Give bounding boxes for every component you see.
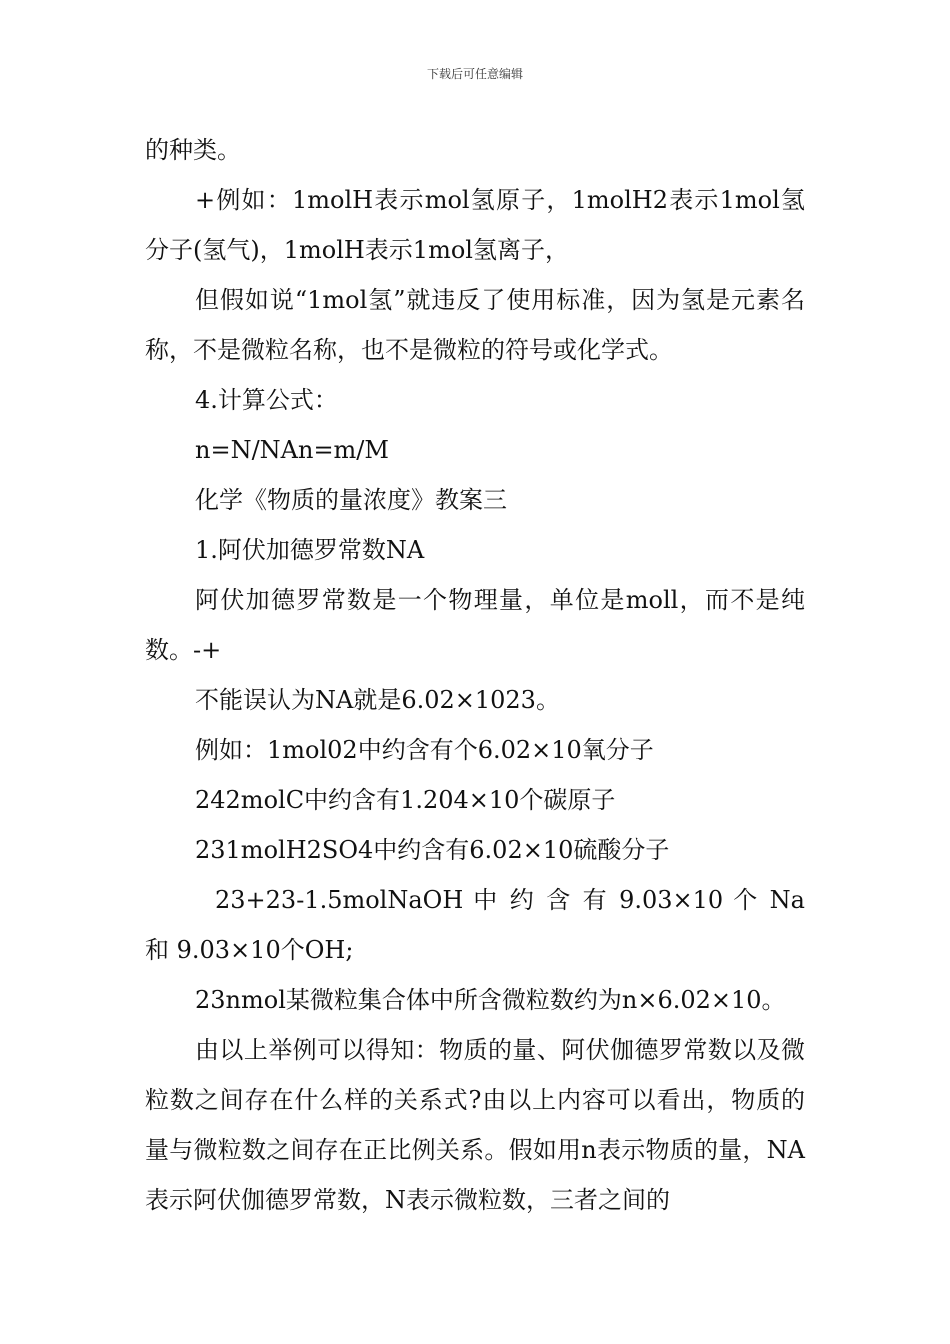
paragraph-12: 231molH2SO4中约含有6.02×10硫酸分子 bbox=[195, 836, 670, 864]
paragraph-7: 1.阿伏加德罗常数NA bbox=[195, 536, 425, 564]
paragraph-2: +例如：1molH表示mol氢原子，1molH2表示1mol氢分子(氢气)，1molH表示1mol氢离子， bbox=[145, 186, 805, 264]
paragraph-10: 例如：1mol02中约含有个6.02×10氧分子 bbox=[195, 736, 654, 764]
paragraph-14: 23nmol某微粒集合体中所含微粒数约为n×6.02×10。 bbox=[195, 986, 786, 1014]
paragraph-3: 但假如说“1mol氢”就违反了使用标准，因为氢是元素名称，不是微粒名称，也不是微粒的符号或化学式。 bbox=[145, 286, 805, 364]
page-header: 下载后可任意编辑 bbox=[426, 67, 523, 81]
paragraph-5: n=N/NAn=m/M bbox=[195, 436, 389, 464]
paragraph-4: 4.计算公式： bbox=[195, 386, 338, 414]
paragraph-11: 242molC中约含有1.204×10个碳原子 bbox=[195, 786, 616, 814]
paragraph-9: 不能误认为NA就是6.02×1023。 bbox=[195, 686, 560, 714]
paragraph-13: 23+23-1.5molNaOH 中 约 含 有 9.03×10 个 Na 和 9.03×10个OH; bbox=[145, 886, 805, 964]
paragraph-1: 的种类。 bbox=[145, 136, 241, 164]
paragraph-15: 由以上举例可以得知：物质的量、阿伏伽德罗常数以及微粒数之间存在什么样的关系式?由以上内容可以看出，物质的量与微粒数之间存在正比例关系。假如用n表示物质的量，NA表示阿伏伽德罗常数，N表示微粒数，三者之间的 bbox=[145, 1036, 805, 1214]
paragraph-8: 阿伏加德罗常数是一个物理量，单位是moll，而不是纯数。-+ bbox=[145, 586, 805, 664]
document-body bbox=[145, 125, 805, 1225]
section-heading: 化学《物质的量浓度》教案三 bbox=[195, 486, 507, 514]
